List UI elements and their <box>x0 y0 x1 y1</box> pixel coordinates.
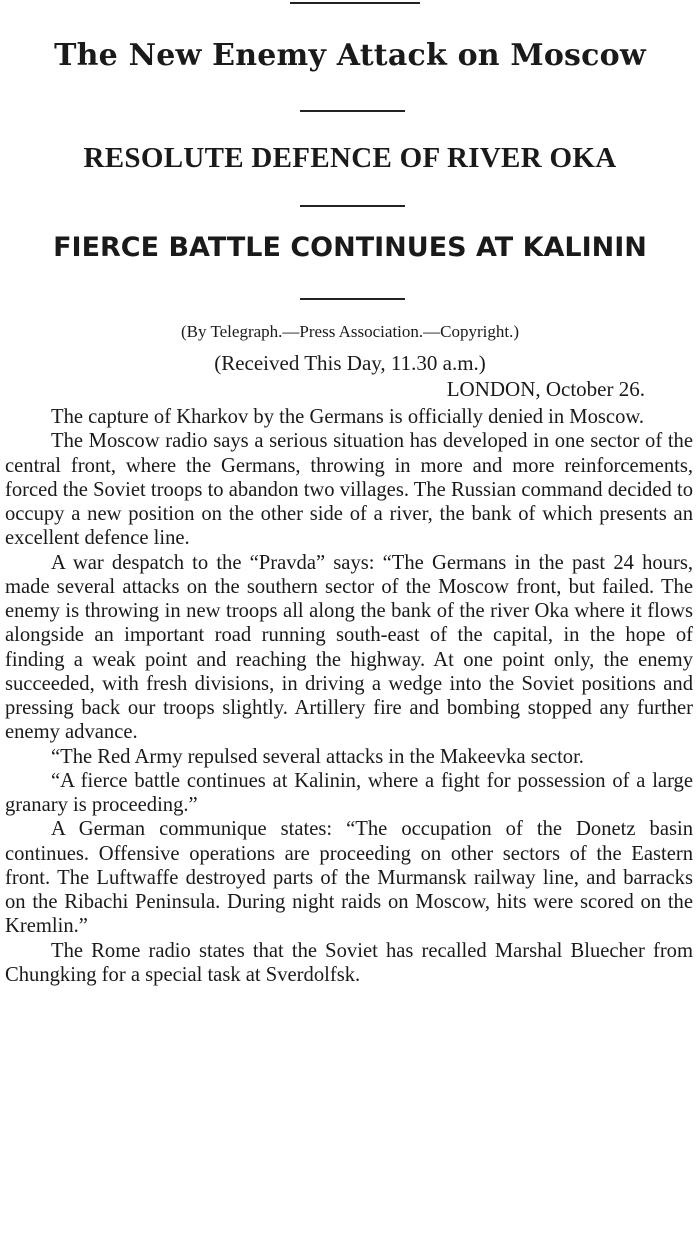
paragraph: A German communique states: “The occupation of the Donetz basin continues. Offensive operations are proceeding on other sectors of the Eastern front. The Luftwaffe destroyed parts of the Murmansk railway line, and barracks on the Ribachi Peninsula. During night raids on Moscow, hits were scored on the Kremlin.” <box>5 818 693 938</box>
article-body <box>5 405 693 987</box>
byline: (By Telegraph.—Press Association.—Copyright.) <box>181 322 519 341</box>
paragraph: “The Red Army repulsed several attacks in the Makeevka sector. <box>51 745 584 768</box>
subheadline-kalinin: FIERCE BATTLE CONTINUES AT KALININ <box>53 232 647 263</box>
subheadline-divider <box>300 205 405 207</box>
paragraph: The Moscow radio says a serious situation has developed in one sector of the central front, where the Germans, throwing in more and more reinforcements, forced the Soviet troops to abandon two villages. The Russian command decided to occupy a new position on the other side of a river, the bank of which presents an excellent defence line. <box>5 430 693 550</box>
paragraph: The capture of Kharkov by the Germans is officially denied in Moscow. <box>51 406 645 428</box>
byline-divider <box>300 298 405 300</box>
paragraph: A war despatch to the “Pravda” says: “The Germans in the past 24 hours, made several attacks on the southern sector of the Moscow front, but failed. The enemy is throwing in new troops all along the bank of the river Oka where it flows alongside an important road running south-east of the capital, in the hope of finding a weak point and reaching the highway. At one point only, the enemy succeeded, with fresh divisions, in driving a wedge into the Soviet positions and pressing back our troops slightly. Artillery fire and bombing stopped any further enemy advance. <box>5 551 693 744</box>
headline-divider <box>300 110 405 112</box>
headline: The New Enemy Attack on Moscow <box>54 38 646 73</box>
column-rule-top <box>290 2 420 4</box>
subheadline-oka: RESOLUTE DEFENCE OF RIVER OKA <box>83 142 617 174</box>
dateline: LONDON, October 26. <box>446 377 645 401</box>
received-time: (Received This Day, 11.30 a.m.) <box>214 351 486 375</box>
paragraph: “A fierce battle continues at Kalinin, where a fight for possession of a large granary is proceeding.” <box>5 769 693 816</box>
paragraph: The Rome radio states that the Soviet has recalled Marshal Bluecher from Chungking for a special task at Sverdolfsk. <box>5 939 693 986</box>
